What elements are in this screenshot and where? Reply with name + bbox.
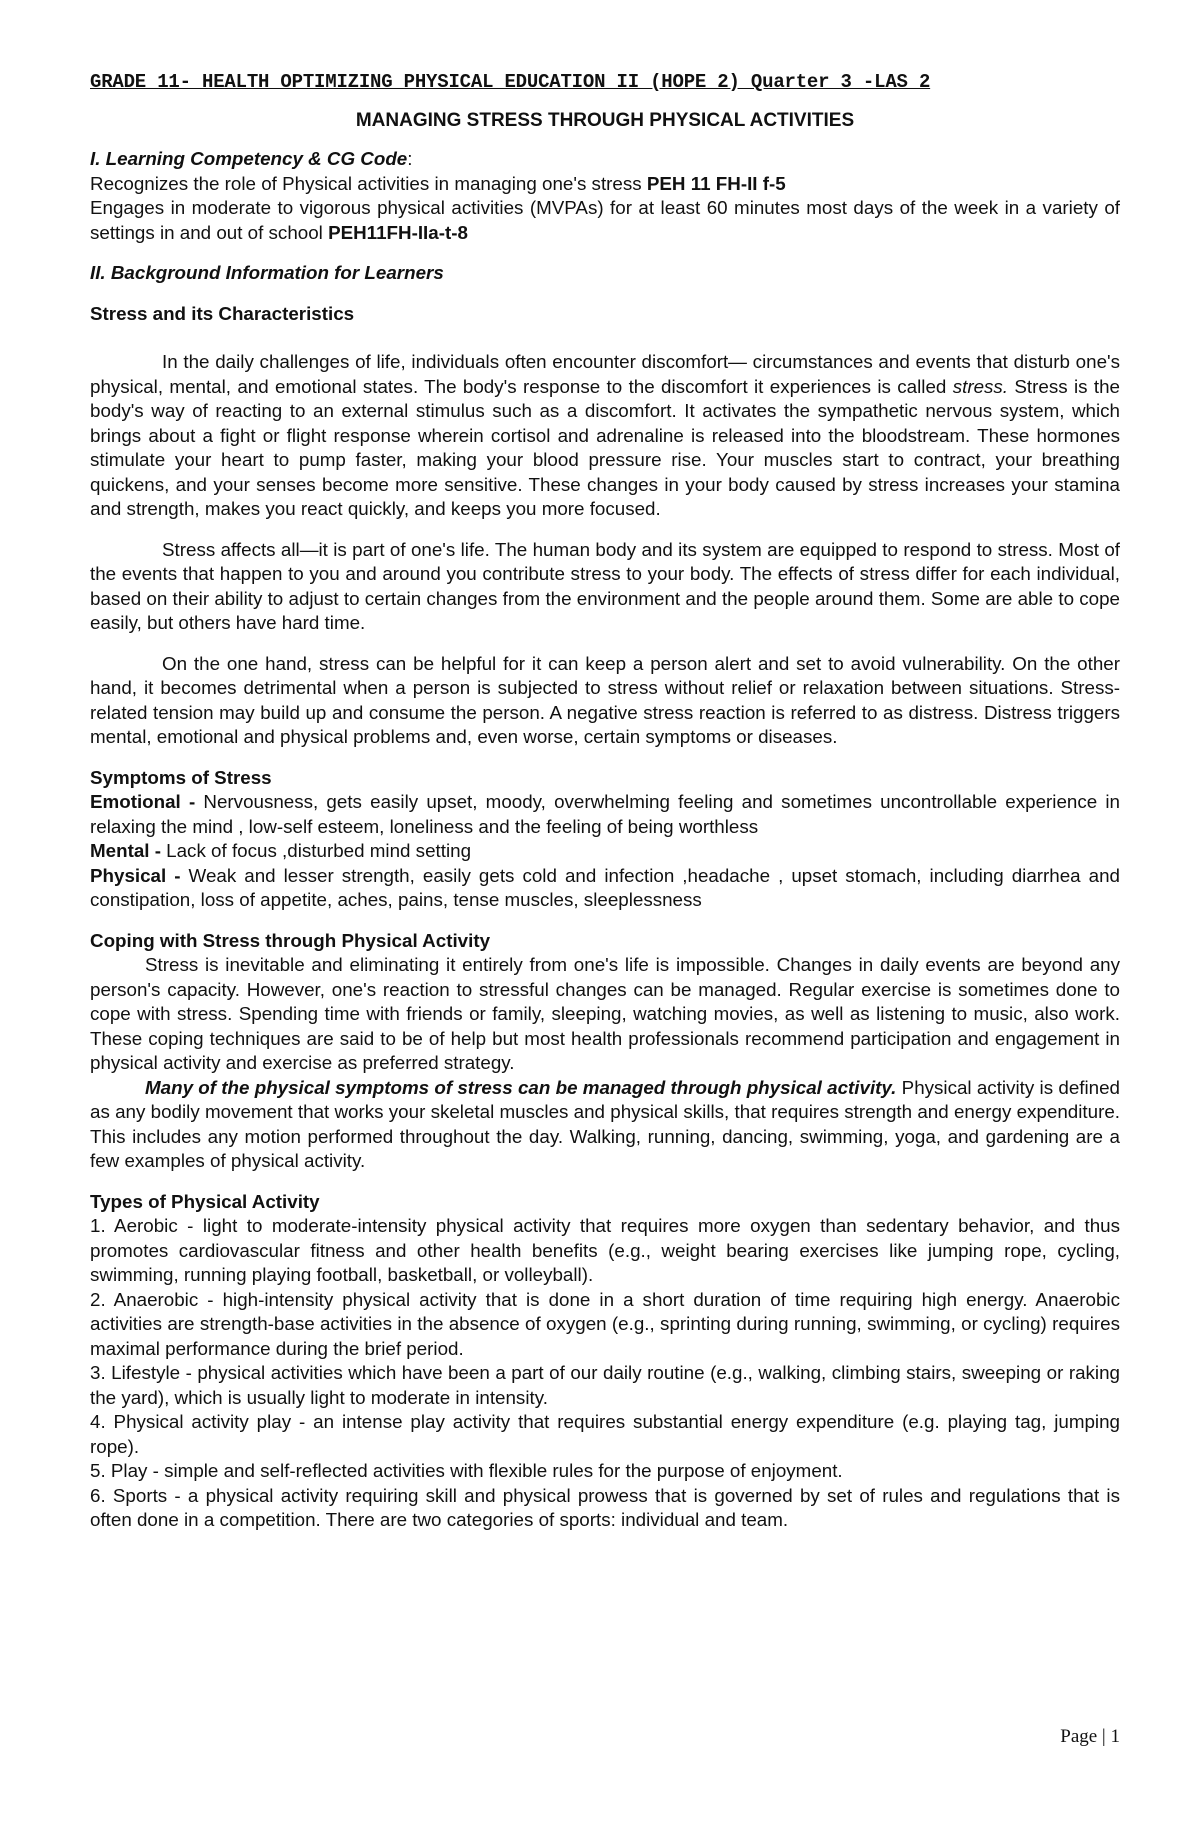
subheading-symptoms: Symptoms of Stress xyxy=(90,766,272,788)
list-item: 3. Lifestyle - physical activities which have been a part of our daily routine (e.g., walking, climbing stairs, sweeping or raking the yard), which is usually light to moderate in intensity. xyxy=(90,1362,1120,1408)
list-item: 1. Aerobic - light to moderate-intensity physical activity that requires more oxygen than sedentary behavior, and thus promotes cardiovascular fitness and other health benefits (e.g., weight bearing exercises like jumping rope, cycling, swimming, running playing football, basketball, or volleyball). xyxy=(90,1215,1120,1285)
symptom-physical: Physical - Weak and lesser strength, easily gets cold and infection ,headache , upset stomach, including diarrhea and constipation, loss of appetite, aches, pains, tense muscles, sleeplessness xyxy=(90,864,1120,910)
section-heading-background: II. Background Information for Learners xyxy=(90,262,444,283)
paragraph-coping: Stress is inevitable and eliminating it entirely from one's life is impossible. Changes in daily events are beyond any person's capacity. However, one's reaction to stressful changes can be managed. Regular exercise is sometimes done to cope with stress. Spending time with friends or family, sleeping, watching movies, as well as listening to music, also work. These coping techniques are said to be of help but most health professionals recommend participation and engagement in physical activity and exercise as preferred strategy. xyxy=(90,954,1120,1073)
list-item: 5. Play - simple and self-reflected activities with flexible rules for the purpose of enjoyment. xyxy=(90,1460,843,1481)
subheading-stress-characteristics: Stress and its Characteristics xyxy=(90,302,355,324)
document-header: GRADE 11- HEALTH OPTIMIZING PHYSICAL EDUCATION II (HOPE 2) Quarter 3 -LAS 2 xyxy=(90,71,931,93)
subheading-types: Types of Physical Activity xyxy=(90,1190,320,1212)
symptom-mental: Mental - Lack of focus ,disturbed mind setting xyxy=(90,840,472,861)
section-heading-learning-competency: I. Learning Competency & CG Code: xyxy=(90,148,413,169)
list-item: 6. Sports - a physical activity requiring skill and physical prowess that is governed by set of rules and regulations that is often done in a competition. There are two categories of sports: individual and team. xyxy=(90,1484,1120,1530)
paragraph-physical-activity: Many of the physical symptoms of stress can be managed through physical activity. Physical activity is defined as any bodily movement that works your skeletal muscles and physical skills, that requires strength and energy expenditure. This includes any motion performed throughout the day. Walking, running, dancing, swimming, yoga, and gardening are a few examples of physical activity. xyxy=(90,1076,1120,1171)
cg-code-2: PEH11FH-IIa-t-8 xyxy=(328,221,468,243)
paragraph-stress-helpful-detrimental: On the one hand, stress can be helpful for it can keep a person alert and set to avoid vulnerability. On the other hand, it becomes detrimental when a person is subjected to stress without relief or relaxation between situations. Stress-related tension may build up and consume the person. A negative stress reaction is referred to as distress. Distress triggers mental, emotional and physical problems and, even worse, certain symptoms or diseases. xyxy=(90,652,1120,747)
symptom-emotional: Emotional - Nervousness, gets easily upset, moody, overwhelming feeling and sometimes uncontrollable experience in relaxing the mind , low-self esteem, loneliness and the feeling of being worthless xyxy=(90,791,1120,837)
competency-line-2: Engages in moderate to vigorous physical activities (MVPAs) for at least 60 minutes most days of the week in a variety of settings in and out of school PEH11FH-IIa-t-8 xyxy=(90,197,1120,243)
competency-line-1: Recognizes the role of Physical activities in managing one's stress PEH 11 FH-II f-5 xyxy=(90,172,786,194)
list-item: 2. Anaerobic - high-intensity physical activity that is done in a short duration of time requiring high energy. Anaerobic activities are strength-base activities in the absence of oxygen (e.g., sprinting during running, swimming, or cycling) requires maximal performance during the brief period. xyxy=(90,1288,1120,1359)
paragraph-stress-affects-all: Stress affects all—it is part of one's life. The human body and its system are equipped to respond to stress. Most of the events that happen to you and around you contribute stress to your body. The effects of stress differ for each individual, based on their ability to adjust to certain changes from the environment and the people around them. Some are able to cope easily, but others have hard time. xyxy=(90,538,1120,633)
subheading-coping: Coping with Stress through Physical Activity xyxy=(90,929,491,951)
paragraph-stress-definition: In the daily challenges of life, individuals often encounter discomfort— circumstances and events that disturb one's physical, mental, and emotional states. The body's response to the discomfort it experiences is called stress. Stress is the body's way of reacting to an external stimulus such as a discomfort. It activates the sympathetic nervous system, which brings about a fight or flight response wherein cortisol and adrenaline is released into the bloodstream. These hormones stimulate your heart to pump faster, making your blood pressure rise. Your muscles start to contract, your breathing quickens, and your senses become more sensitive. These changes in your body caused by stress increases your stamina and strength, makes you react quickly, and keeps you more focused. xyxy=(90,351,1120,519)
document-title: MANAGING STRESS THROUGH PHYSICAL ACTIVITIES xyxy=(355,109,855,131)
page-number: Page | 1 xyxy=(1060,1726,1120,1747)
document-page xyxy=(90,70,1120,1533)
cg-code-1: PEH 11 FH-II f-5 xyxy=(646,172,786,194)
list-item: 4. Physical activity play - an intense play activity that requires substantial energy expenditure (e.g. playing tag, jumping rope). xyxy=(90,1411,1120,1457)
